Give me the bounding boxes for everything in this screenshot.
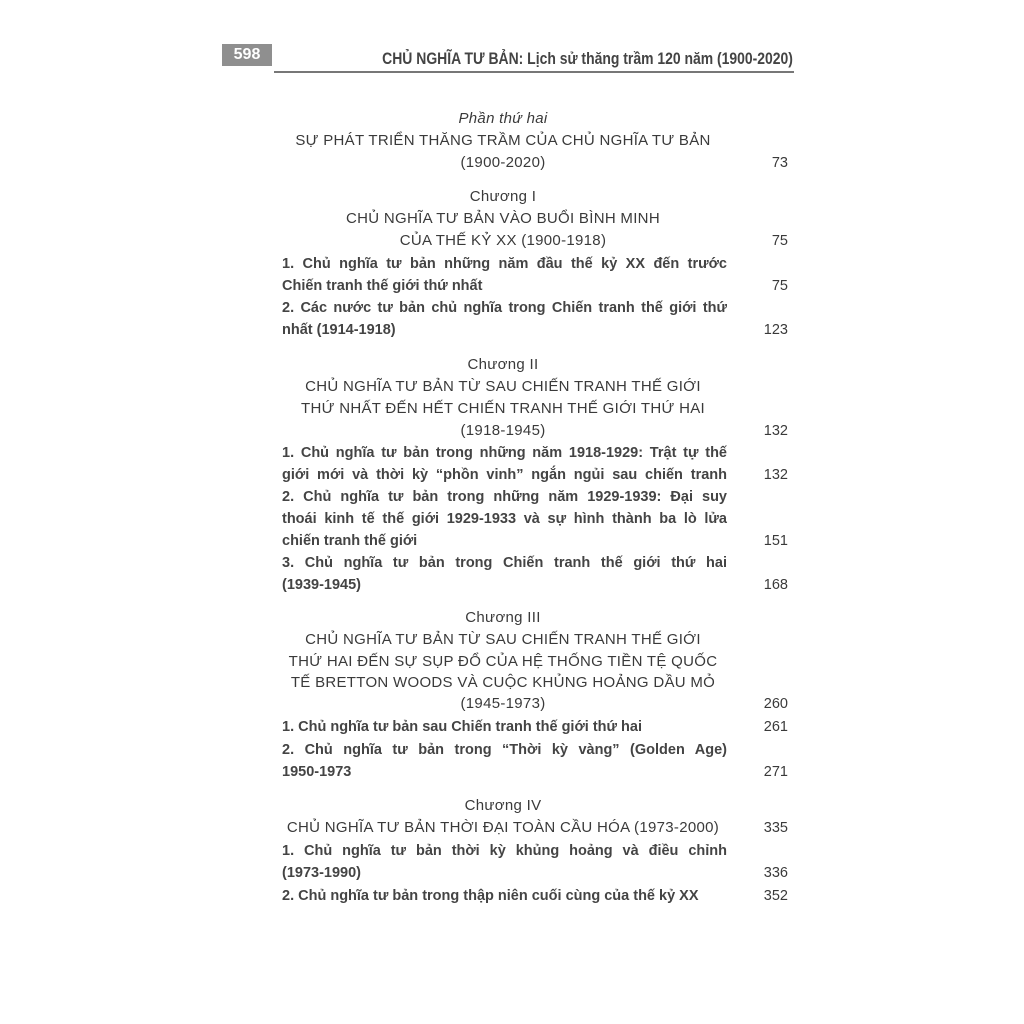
toc-entry: 1. Chủ nghĩa tư bản thời kỳ khủng hoảng và điều chỉnh — [282, 843, 727, 859]
toc-entry: 2. Các nước tư bản chủ nghĩa trong Chiến tranh thế giới thứ — [282, 300, 727, 316]
chapter-title: (1945-1973) — [460, 695, 546, 712]
toc-page: 352 — [763, 888, 788, 904]
toc-entry: (1973-1990) — [282, 865, 361, 881]
toc-page: 73 — [771, 155, 788, 171]
chapter-title: CHỦ NGHĨA TƯ BẢN TỪ SAU CHIẾN TRANH THẾ GIỚI — [305, 378, 701, 395]
toc-entry: 2. Chủ nghĩa tư bản trong “Thời kỳ vàng” (Golden Age) — [282, 742, 727, 758]
running-title: CHỦ NGHĨA TƯ BẢN: Lịch sử thăng trầm 120 năm (1900-2020) — [382, 49, 793, 68]
toc-entry: 1. Chủ nghĩa tư bản trong những năm 1918-1929: Trật tự thế — [282, 445, 727, 461]
chapter-title: (1918-1945) — [460, 422, 546, 439]
toc-entry: giới mới và thời kỳ “phồn vinh” ngắn ngủi sau chiến tranh — [282, 467, 727, 483]
chapter-title: CHỦ NGHĨA TƯ BẢN THỜI ĐẠI TOÀN CẦU HÓA (1973-2000) — [286, 819, 720, 836]
toc-page: 271 — [763, 764, 788, 780]
part-title: (1900-2020) — [460, 154, 546, 171]
toc-page: 132 — [763, 467, 788, 483]
header-rule — [274, 71, 794, 73]
chapter-title: THỨ HAI ĐẾN SỰ SỤP ĐỔ CỦA HỆ THỐNG TIỀN TỆ QUỐC — [288, 653, 718, 670]
toc-entry: 2. Chủ nghĩa tư bản trong thập niên cuối cùng của thế kỷ XX — [282, 888, 699, 904]
chapter-title: CHỦ NGHĨA TƯ BẢN TỪ SAU CHIẾN TRANH THẾ GIỚI — [305, 631, 701, 648]
toc-entry: 1. Chủ nghĩa tư bản sau Chiến tranh thế giới thứ hai — [282, 719, 642, 735]
chapter-label: Chương IV — [464, 797, 542, 814]
chapter-title: THỨ NHẤT ĐẾN HẾT CHIẾN TRANH THẾ GIỚI THỨ HAI — [301, 400, 705, 417]
toc-page: 260 — [763, 696, 788, 712]
part-label: Phần thứ hai — [458, 110, 548, 127]
toc-page: 151 — [763, 533, 788, 549]
toc-page: 336 — [763, 865, 788, 881]
toc-page: 75 — [771, 278, 788, 294]
toc-entry: 1. Chủ nghĩa tư bản những năm đầu thế kỷ XX đến trước — [282, 256, 727, 272]
chapter-title: CHỦ NGHĨA TƯ BẢN VÀO BUỔI BÌNH MINH — [346, 210, 660, 227]
chapter-label: Chương I — [469, 188, 537, 205]
toc-page: 261 — [763, 719, 788, 735]
chapter-title: TẾ BRETTON WOODS VÀ CUỘC KHỦNG HOẢNG DẦU MỎ — [290, 674, 716, 691]
toc-entry: 3. Chủ nghĩa tư bản trong Chiến tranh thế giới thứ hai — [282, 555, 727, 571]
toc-page: 335 — [763, 820, 788, 836]
toc-page: 75 — [771, 233, 788, 249]
toc-entry: nhất (1914-1918) — [282, 322, 396, 338]
toc-entry: chiến tranh thế giới — [282, 533, 418, 549]
toc-entry: 2. Chủ nghĩa tư bản trong những năm 1929-1939: Đại suy — [282, 489, 727, 505]
toc-entry: (1939-1945) — [282, 577, 361, 593]
page-number: 598 — [222, 44, 272, 66]
chapter-label: Chương II — [467, 356, 539, 373]
chapter-title: CỦA THẾ KỶ XX (1900-1918) — [399, 232, 607, 249]
toc-page: 123 — [763, 322, 788, 338]
toc-page: 132 — [763, 423, 788, 439]
toc-page: 168 — [763, 577, 788, 593]
toc-entry: Chiến tranh thế giới thứ nhất — [282, 278, 483, 294]
part-title: SỰ PHÁT TRIỂN THĂNG TRẦM CỦA CHỦ NGHĨA TƯ BẢN — [295, 132, 711, 149]
chapter-label: Chương III — [465, 609, 541, 626]
toc-entry: thoái kinh tế thế giới 1929-1933 và sự hình thành ba lò lửa — [282, 511, 727, 527]
toc-entry: 1950-1973 — [282, 764, 352, 780]
